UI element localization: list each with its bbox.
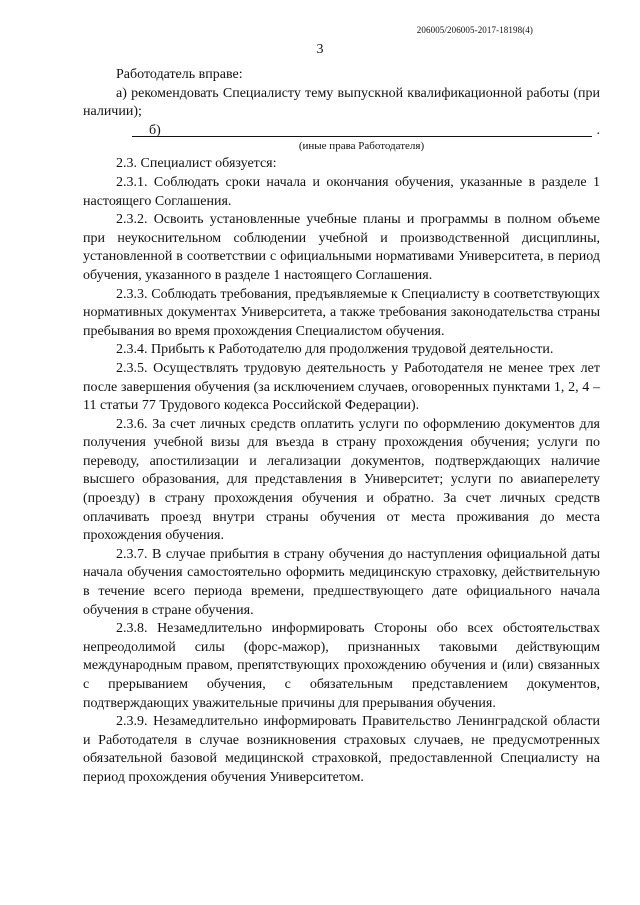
document-body <box>83 66 600 788</box>
clause-2-3-3: 2.3.3. Соблюдать требования, предъявляемые к Специалисту в соответствующих нормативных документах Университета, а также требования законодательства страны пребывания во время прохождения Специалистом обучения. <box>83 286 600 339</box>
clause-2-3-9: 2.3.9. Незамедлительно информировать Правительство Ленинградской области и Работодателя в случае возникновения страховых случаев, не предусмотренных обязательной базовой медицинской страховкой, предоставленной Специалисту на период прохождения обучения Университетом. <box>83 714 600 785</box>
specialist-obligations-title: 2.3. Специалист обязуется: <box>116 156 277 172</box>
employer-right-b <box>83 122 600 141</box>
employer-right-b-end: . <box>596 122 600 138</box>
page-number: 3 <box>316 42 324 57</box>
employer-right-a: а) рекомендовать Специалисту тему выпускной квалификационной работы (при наличии); <box>83 85 600 120</box>
fill-in-line <box>132 136 592 137</box>
employer-right-b-caption: (иные права Работодателя) <box>298 140 425 153</box>
clause-2-3-5: 2.3.5. Осуществлять трудовую деятельность у Работодателя не менее трех лет после завершения обучения (за исключением случаев, оговоренных пунктами 1, 2, 4 – 11 статьи 77 Трудового кодекса Российской Федерации). <box>83 360 600 414</box>
employer-right-b-label: б) <box>149 122 161 138</box>
employer-rights-title: Работодатель вправе: <box>116 67 243 82</box>
clause-2-3-2: 2.3.2. Освоить установленные учебные планы и программы в полном объеме при неукоснительном соблюдении учебной и производственной дисциплины, установленной в соответствии с официальными нормативами Университета, в период обучения, указанного в разделе 1 настоящего Соглашения. <box>83 212 600 283</box>
clause-2-3-7: 2.3.7. В случае прибытия в страну обучения до наступления официальной даты начала обучения самостоятельно оформить медицинскую страховку, действительную в течение всего периода времени, предшествующего дате официального начала обучения в стране обучения. <box>83 546 600 618</box>
clause-2-3-6: 2.3.6. За счет личных средств оплатить услуги по оформлению документов для получения учебной визы для въезда в страну прохождения обучения; услуги по переводу, апостилизации и легализации документов, подтверждающих наличие высшего образования, для представления в Университет; услуги по авиаперелету (проезду) в страну прохождения обучения и обратно. За счет личных средств оплачивать проезд внутри страны обучения от места проживания до места прохождения обучения. <box>83 416 600 544</box>
document-id: 206005/206005-2017-18198(4) <box>416 25 533 35</box>
clause-2-3-8: 2.3.8. Незамедлительно информировать Стороны обо всех обстоятельствах непреодолимой силы (форс-мажор), признанных таковыми действующим международным правом, препятствующих прохождению обучения и (или) связанных с прерыванием обучения, с обязательным представлением документов, подтверждающих уважительные причины для прерывания обучения. <box>83 621 600 711</box>
clause-2-3-4: 2.3.4. Прибыть к Работодателю для продолжения трудовой деятельности. <box>116 342 554 358</box>
clause-2-3-1: 2.3.1. Соблюдать сроки начала и окончания обучения, указанные в разделе 1 настоящего Соглашения. <box>83 174 600 209</box>
